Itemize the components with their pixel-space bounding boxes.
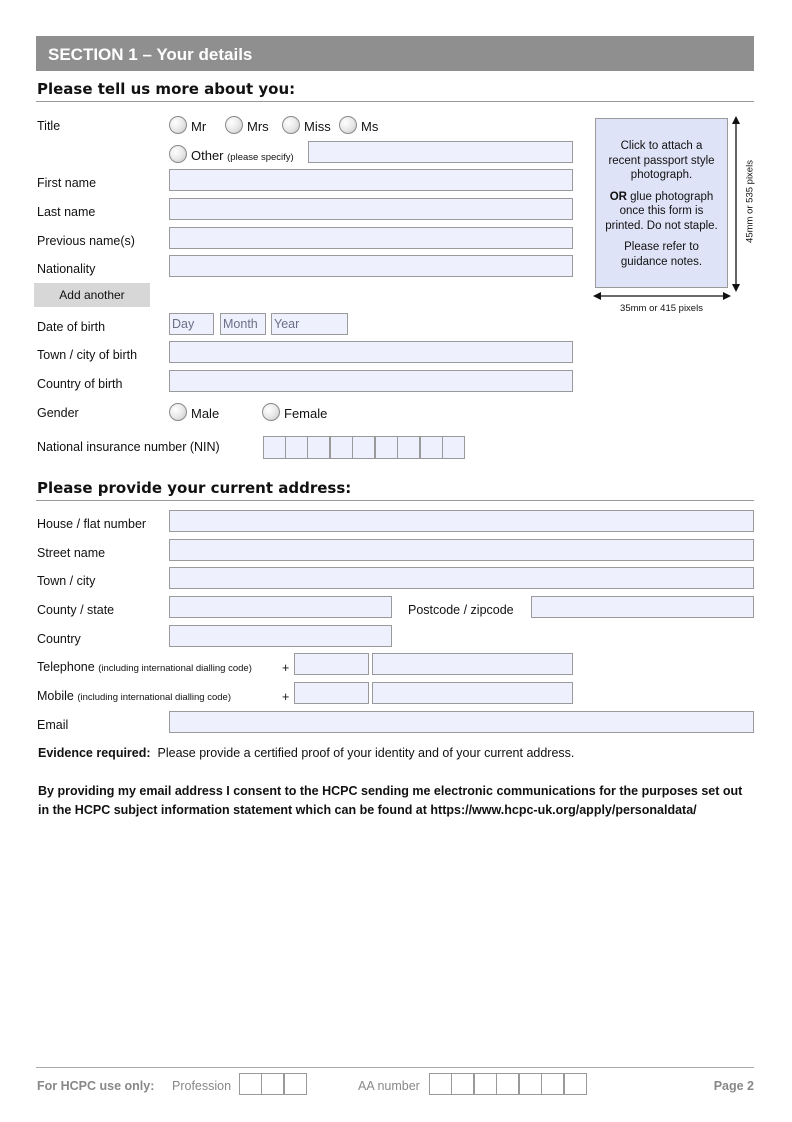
previous-names-input[interactable] — [169, 227, 573, 249]
last-name-label: Last name — [37, 205, 96, 219]
street-label: Street name — [37, 546, 106, 560]
consent-text: By providing my email address I consent to the HCPC sending me electronic communications for the purposes set out in the HCPC subject information statement which can be found at https://www.hcpc-uk.org/apply/personaldata/ — [38, 784, 743, 817]
nin-cell[interactable] — [442, 436, 465, 459]
page-number: Page 2 — [713, 1079, 754, 1093]
divider — [36, 101, 754, 102]
town-birth-label: Town / city of birth — [37, 348, 138, 362]
footer-divider — [36, 1067, 754, 1068]
country-birth-label: Country of birth — [37, 377, 123, 391]
town-input[interactable] — [169, 567, 754, 589]
telephone-number-input[interactable] — [372, 653, 573, 675]
profession-label: Profession — [172, 1079, 232, 1093]
height-note: 45mm or 535 pixels — [744, 160, 756, 243]
aa-number-cell[interactable] — [496, 1073, 519, 1095]
email-label: Email — [37, 718, 69, 732]
aa-number-cell[interactable] — [564, 1073, 587, 1095]
radio-miss-label: Miss — [304, 119, 331, 134]
mobile-plus: + — [282, 690, 290, 704]
first-name-input[interactable] — [169, 169, 573, 191]
radio-mr[interactable] — [169, 116, 187, 134]
radio-female[interactable] — [262, 403, 280, 421]
radio-mr-label: Mr — [191, 119, 207, 134]
dob-label: Date of birth — [37, 320, 106, 334]
country-birth-input[interactable] — [169, 370, 573, 392]
photo-line2 — [596, 190, 727, 234]
address-heading: Please provide your current address: — [37, 479, 352, 497]
radio-female-label: Female — [284, 406, 328, 421]
previous-names-label: Previous name(s) — [37, 234, 135, 248]
width-note: 35mm or 415 pixels — [620, 303, 703, 314]
nin-cell[interactable] — [420, 436, 443, 459]
photo-line2-text: glue photograph once this form is printed. Do not staple. — [605, 190, 718, 232]
postcode-label: Postcode / zipcode — [408, 603, 514, 617]
mobile-code-input[interactable] — [294, 682, 369, 704]
aa-number-cell[interactable] — [451, 1073, 474, 1095]
country-input[interactable] — [169, 625, 392, 647]
profession-cell[interactable] — [284, 1073, 307, 1095]
country-label: Country — [37, 632, 81, 646]
county-input[interactable] — [169, 596, 392, 618]
house-input[interactable] — [169, 510, 754, 532]
radio-ms[interactable] — [339, 116, 357, 134]
telephone-plus: + — [282, 661, 290, 675]
aa-number-cell[interactable] — [474, 1073, 497, 1095]
profession-cell[interactable] — [239, 1073, 262, 1095]
evidence-label: Evidence required: — [38, 746, 151, 760]
town-label: Town / city — [37, 574, 96, 588]
town-birth-input[interactable] — [169, 341, 573, 363]
evidence-note — [38, 746, 574, 760]
section-banner: SECTION 1 – Your details — [36, 36, 754, 71]
aa-number-label: AA number — [358, 1079, 420, 1093]
office-use-label: For HCPC use only: — [37, 1079, 155, 1093]
radio-male-label: Male — [191, 406, 220, 421]
last-name-input[interactable] — [169, 198, 573, 220]
aa-number-cell[interactable] — [541, 1073, 564, 1095]
nin-label: National insurance number (NIN) — [37, 440, 220, 454]
nin-cell[interactable] — [307, 436, 330, 459]
aa-number-cell[interactable] — [429, 1073, 452, 1095]
photo-line3: Please refer to guidance notes. — [620, 241, 703, 268]
other-hint: (please specify) — [227, 152, 294, 163]
house-label: House / flat number — [37, 517, 147, 531]
nationality-input[interactable] — [169, 255, 573, 277]
mobile-label — [37, 689, 231, 703]
title-label: Title — [37, 119, 61, 133]
radio-male[interactable] — [169, 403, 187, 421]
gender-label: Gender — [37, 406, 79, 420]
mobile-hint: (including international dialling code) — [77, 692, 231, 703]
mobile-label-text: Mobile — [37, 689, 74, 703]
profession-cell[interactable] — [261, 1073, 284, 1095]
width-arrow-icon — [593, 290, 731, 302]
radio-mrs-label: Mrs — [247, 119, 269, 134]
street-input[interactable] — [169, 539, 754, 561]
radio-other[interactable] — [169, 145, 187, 163]
telephone-code-input[interactable] — [294, 653, 369, 675]
first-name-label: First name — [37, 176, 97, 190]
photo-or: OR — [609, 190, 627, 203]
nin-cell[interactable] — [285, 436, 308, 459]
add-another-button[interactable]: Add another — [34, 283, 150, 307]
nin-cell[interactable] — [397, 436, 420, 459]
radio-other-label — [191, 148, 294, 163]
dob-year-placeholder: Year — [274, 317, 300, 331]
other-title-input[interactable] — [308, 141, 573, 163]
county-label: County / state — [37, 603, 115, 617]
radio-ms-label: Ms — [361, 119, 379, 134]
other-label-text: Other — [191, 148, 224, 163]
photo-instructions — [596, 119, 727, 269]
nin-cell[interactable] — [330, 436, 353, 459]
dob-month-placeholder: Month — [223, 317, 258, 331]
about-heading: Please tell us more about you: — [37, 80, 296, 98]
height-arrow-icon — [728, 116, 744, 292]
radio-miss[interactable] — [282, 116, 300, 134]
telephone-label — [37, 660, 252, 674]
photo-line1: Click to attach a recent passport style photograph. — [608, 140, 715, 181]
evidence-text: Please provide a certified proof of your identity and of your current address. — [157, 746, 575, 760]
postcode-input[interactable] — [531, 596, 754, 618]
telephone-label-text: Telephone — [37, 660, 95, 674]
aa-number-cell[interactable] — [519, 1073, 542, 1095]
nationality-label: Nationality — [37, 262, 96, 276]
email-input[interactable] — [169, 711, 754, 733]
telephone-hint: (including international dialling code) — [98, 663, 252, 674]
nin-cell[interactable] — [352, 436, 375, 459]
nin-cell[interactable] — [375, 436, 398, 459]
divider — [36, 500, 754, 501]
nin-cell[interactable] — [263, 436, 286, 459]
mobile-number-input[interactable] — [372, 682, 573, 704]
photo-attach-box[interactable] — [595, 118, 728, 288]
dob-day-placeholder: Day — [172, 317, 195, 331]
radio-mrs[interactable] — [225, 116, 243, 134]
